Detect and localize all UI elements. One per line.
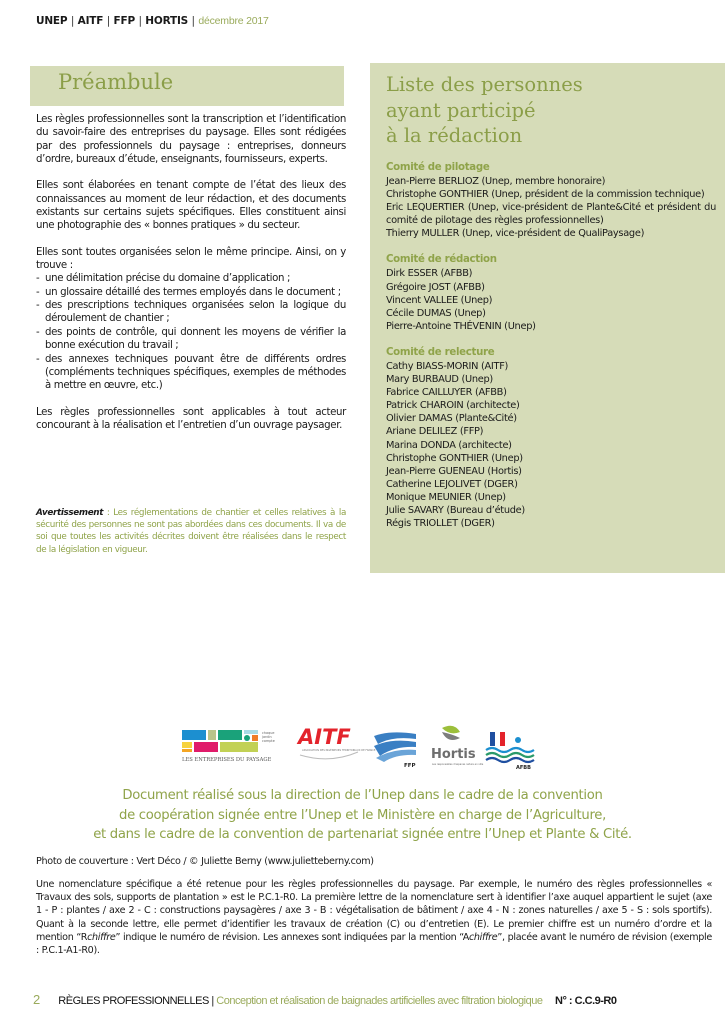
member: Eric LEQUERTIER (Unep, vice-président de Plante&Cité et président du comité de pilotage des règles professionnelles) [386,202,716,227]
member: Christophe GONTHIER (Unep) [386,452,523,464]
aitf-caption: ASSOCIATION DES INGÉNIEURS TERRITORIAUX DE FRANCE [302,749,376,752]
convention-line: de coopération signée entre l’Unep et le Ministère en charge de l’Agriculture, [119,807,606,823]
preamble-title: Préambule [58,70,174,94]
header-separator: | [191,15,195,27]
svg-text:chaque: chaque [262,731,275,735]
hortis-logo [431,726,484,766]
aitf-logo [296,725,376,759]
convention-statement [20,786,705,845]
preamble-paragraph: Elles sont élaborées en tenant compte de l’état des lieux des connaissances au moment de leur rédaction, et des documents existants sur certains sujets spécifiques. Elles constituent ainsi une photographie des « bonnes pratiques » du secteur. [36,180,346,232]
committee-heading: Comité de rédaction [386,254,497,266]
member: Vincent VALLEE (Unep) [386,294,493,306]
member: Dirk ESSER (AFBB) [386,268,473,280]
footer-title: Conception et réalisation de baignades artificielles avec filtration biologique [216,995,543,1007]
preamble-paragraph: Elles sont toutes organisées selon le même principe. Ainsi, on y trouve : [36,246,346,272]
header-org: UNEP [36,15,68,27]
list-item: - des annexes techniques pouvant être de différents ordres (compléments techniques spécifiques, exemples de méthodes à mettre en œuvre, etc.) [36,353,346,393]
convention-line: Document réalisé sous la direction de l’Unep dans le cadre de la convention [122,788,603,803]
member: Régis TRIOLLET (DGER) [386,518,495,530]
list-item: - des points de contrôle, qui donnent les moyens de vérifier la bonne exécution du travail ; [36,326,346,353]
svg-text:jardin: jardin [262,735,272,739]
member: Monique MEUNIER (Unep) [386,491,506,503]
list-item: - des prescriptions techniques organisées selon la logique du déroulement de chantier ; [36,299,346,326]
member: Julie SAVARY (Bureau d’étude) [386,504,525,516]
committee-redaction [386,253,716,332]
participants-title-line: ayant participé [386,98,536,122]
unep-logo [182,730,275,763]
hortis-wordmark: Hortis [431,747,476,762]
warning-label: Avertissement [36,508,104,518]
warning-note [36,507,346,556]
nomenclature-text: ”, placée avant le numéro de révision (exemple : P.C.1-A1-R0). [36,931,712,957]
aitf-wordmark: AITF [298,725,351,749]
committee-heading: Comité de pilotage [386,162,490,173]
partner-logos [180,722,542,770]
preamble-body [36,113,346,445]
preamble-paragraph: Les règles professionnelles sont applicables à tout acteur concourant à la réalisation et l’entretien d’un ouvrage paysager. [36,406,346,431]
header-org: AITF [77,15,104,27]
nomenclature-italic: chiffre [468,931,498,943]
preamble-list [36,272,346,392]
committee-relecture [386,346,716,530]
member: Jean-Pierre BERLIOZ (Unep, membre honoraire) [386,176,606,187]
ffp-label: FFP [404,763,416,769]
unep-caption: LES ENTREPRISES DU PAYSAGE [182,757,272,763]
member: Grégoire JOST (AFBB) [386,281,485,293]
header-org: HORTIS [145,15,189,27]
header-separator: | [138,15,142,27]
member: Marina DONDA (architecte) [386,439,512,451]
nomenclature-note [36,878,712,957]
preamble-paragraph: Les règles professionnelles sont la transcription et l’identification du savoir-faire des entreprises du paysage. Elles sont rédigées par des professionnels du paysage : entreprises, donneurs d’ordre, bureaux d’étude, enseignants, fournisseurs, experts. [36,114,346,166]
member: Jean-Pierre GUENEAU (Hortis) [386,465,522,477]
committee-heading: Comité de relecture [386,346,495,358]
member: Pierre-Antoine THÉVENIN (Unep) [386,320,536,332]
participants-title [386,72,583,149]
header-separator: | [106,15,111,27]
member: Cécile DUMAS (Unep) [386,307,486,319]
running-header [36,15,269,27]
list-item: - une délimitation précise du domaine d’application ; [36,272,346,285]
member: Thierry MULLER (Unep, vice-président de QualiPaysage) [386,228,645,240]
committee-pilotage [386,161,716,240]
list-item: - un glossaire détaillé des termes employés dans le document ; [36,286,346,299]
member: Cathy BIASS-MORIN (AITF) [386,360,509,372]
member: Fabrice CAILLUYER (AFBB) [386,387,507,399]
ffp-logo [374,732,416,769]
member: Mary BURBAUD (Unep) [386,374,493,386]
photo-credit: Photo de couverture : Vert Déco / © Juliette Berny (www.julietteberny.com) [36,856,374,867]
footer-doc-number: N° : C.C.9-R0 [555,995,617,1007]
afbb-logo [486,732,534,770]
warning-text: : Les réglementations de chantier et celles relatives à la sécurité des personnes ne sont pas abordées dans ces documents. Il va de soi que toutes les activités décrites doivent être réalisées dans le respect de la législation en vigueur. [36,508,346,555]
page-number: 2 [33,992,40,1007]
member: Olivier DAMAS (Plante&Cité) [386,413,517,425]
convention-line: et dans le cadre de la convention de partenariat signée entre l’Unep et Plante & Cité. [93,827,632,842]
member: Christophe GONTHIER (Unep, président de la commission technique) [386,189,705,201]
header-date: décembre 2017 [198,15,269,27]
header-org: FFP [113,15,135,27]
footer-separator: | [211,995,214,1007]
header-separator: | [70,15,75,27]
nomenclature-text: ” indique le numéro de révision. Les annexes sont indiquées par la mention “A [115,931,469,943]
participants-title-line: à la rédaction [386,124,523,147]
member: Patrick CHAROIN (architecte) [386,400,520,412]
member: Catherine LEJOLIVET (DGER) [386,478,518,490]
footer-collection: RÈGLES PROFESSIONNELLES [58,995,209,1007]
member: Ariane DELILEZ (FFP) [386,426,484,438]
hortis-caption: Les responsables d’espaces nature en ville [432,763,484,766]
participants-title-line: Liste des personnes [386,73,583,96]
nomenclature-text: Une nomenclature spécifique a été retenue pour les règles professionnelles du paysage. Par exemple, le numéro des règles professionnelles « Travaux des sols, supports de plantation » est le P.C.1-R0. La première lettre de la nomenclature sert à identifier l’axe auquel appartient le sujet (axe 1 - P : plantes / axe 2 - C : constructions paysagères / axe 3 - B : végétalisation de bâtiment / axe 4 - N : zones naturelles / axe 5 - S : sols sportifs). Quant à la seconde lettre, elle permet d’identifier les travaux de création (C) ou d’entretien (E). Le premier chiffre est un numéro d’ordre et la mention “R [36,879,712,943]
committees [386,161,716,543]
afbb-label: AFBB [516,765,531,770]
svg-text:compte: compte [262,739,275,743]
page-footer [33,992,616,1007]
nomenclature-italic: chiffre [87,931,116,943]
